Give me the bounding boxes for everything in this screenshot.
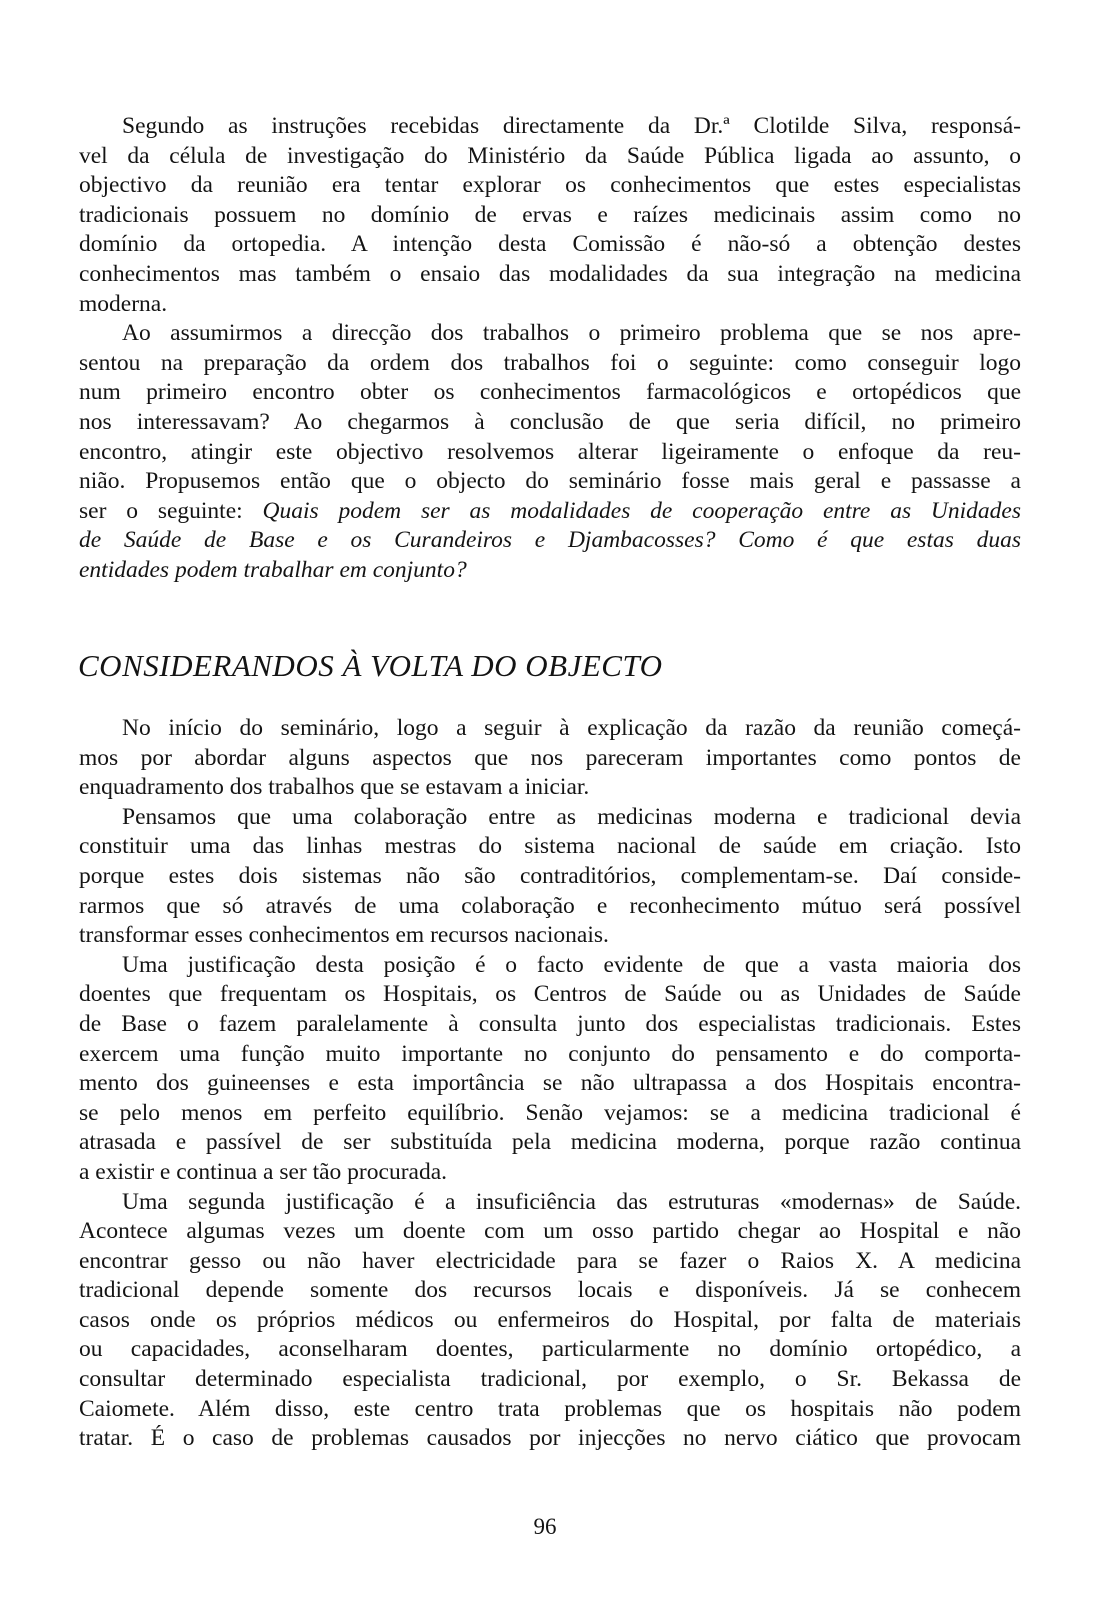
text-line: [79, 1069, 1021, 1099]
line-text: atrasada e passível de ser substituída pela medicina moderna, porque razão continua: [79, 1129, 1021, 1156]
line-text: porque estes dois sistemas não são contraditórios, complementam-se. Daí conside-: [79, 862, 1021, 889]
line-text: mento dos guineenses e esta importância se não ultrapassa a dos Hospitais encontra-: [79, 1070, 1021, 1097]
italic-text: Quais podem ser as modalidades de cooperação entre as Unidades: [262, 497, 1021, 524]
section-heading: CONSIDERANDOS À VOLTA DO OBJECTO: [78, 648, 663, 683]
text-line: [79, 230, 1021, 260]
italic-text: de Saúde de Base e os Curandeiros e Djambacosses? Como é que estas duas: [79, 527, 1021, 554]
paragraph: [79, 112, 1021, 319]
text-line: [79, 260, 1021, 290]
line-text: rarmos que só através de uma colaboração e reconhecimento mútuo será possível: [79, 892, 1021, 919]
line-text: encontro, atingir este objectivo resolvemos alterar ligeiramente o enfoque da reu-: [79, 438, 1021, 465]
text-line: [79, 1099, 1021, 1129]
line-text: mos por abordar alguns aspectos que nos pareceram importantes como pontos de: [79, 744, 1021, 771]
text-line: [79, 1365, 1021, 1395]
line-text: ou capacidades, aconselharam doentes, particularmente no domínio ortopédico, a: [79, 1336, 1021, 1363]
body-text-section-1: [79, 112, 1021, 586]
line-text: Uma justificação desta posição é o facto evidente de que a vasta maioria dos: [122, 951, 1021, 978]
text-line: [79, 832, 1021, 862]
text-line: [79, 556, 1021, 586]
paragraph: [79, 714, 1021, 803]
line-text: nos interessavam? Ao chegarmos à conclusão de que seria difícil, no primeiro: [79, 408, 1021, 435]
line-text: ser o seguinte:: [79, 497, 263, 524]
line-text: enquadramento dos trabalhos que se estavam a iniciar.: [79, 774, 590, 801]
text-line: [79, 319, 1021, 349]
text-line: [79, 290, 1021, 320]
text-line: [79, 526, 1021, 556]
line-text: consultar determinado especialista tradicional, por exemplo, o Sr. Bekassa de: [79, 1366, 1021, 1393]
line-text: objectivo da reunião era tentar explorar os conhecimentos que estes especialistas: [79, 172, 1021, 199]
line-text: No início do seminário, logo a seguir à explicação da razão da reunião começá-: [122, 715, 1021, 741]
italic-text: entidades podem trabalhar em conjunto?: [79, 556, 467, 583]
text-line: [79, 1395, 1021, 1425]
line-text: sentou na preparação da ordem dos trabalhos foi o seguinte: como conseguir logo: [79, 349, 1021, 376]
text-line: [79, 951, 1021, 981]
text-line: [79, 438, 1021, 468]
line-text: Acontece algumas vezes um doente com um osso partido chegar ao Hospital e não: [79, 1218, 1021, 1245]
text-line: [79, 201, 1021, 231]
line-text: Ao assumirmos a direcção dos trabalhos o primeiro problema que se nos apre-: [122, 320, 1021, 347]
paragraph: [79, 951, 1021, 1188]
paragraph: [79, 319, 1021, 585]
line-text: tratar. É o caso de problemas causados por injecções no nervo ciático que provocam: [79, 1425, 1021, 1452]
line-text: de Base o fazem paralelamente à consulta junto dos especialistas tradicionais. Estes: [79, 1010, 1021, 1037]
line-text: Uma segunda justificação é a insuficiência das estruturas «modernas» de Saúde.: [122, 1188, 1021, 1215]
text-line: [79, 1188, 1021, 1218]
text-line: [79, 862, 1021, 892]
text-line: [79, 349, 1021, 379]
text-line: [79, 1158, 1021, 1188]
page-number: 96: [533, 1514, 557, 1539]
line-text: constituir uma das linhas mestras do sistema nacional de saúde em criação. Isto: [79, 833, 1021, 860]
line-text: encontrar gesso ou não haver electricidade para se fazer o Raios X. A medicina: [79, 1247, 1021, 1274]
text-line: [79, 378, 1021, 408]
text-line: [79, 1424, 1021, 1454]
line-text: se pelo menos em perfeito equilíbrio. Senão vejamos: se a medicina tradicional é: [79, 1099, 1021, 1126]
text-line: [79, 1306, 1021, 1336]
line-text: tradicional depende somente dos recursos locais e disponíveis. Já se conhecem: [79, 1277, 1021, 1304]
text-line: [79, 892, 1021, 922]
text-line: [79, 142, 1021, 172]
line-text: vel da célula de investigação do Ministério da Saúde Pública ligada ao assunto, o: [79, 142, 1021, 169]
line-text: Caiomete. Além disso, este centro trata problemas que os hospitais não podem: [79, 1395, 1021, 1422]
line-text: transformar esses conhecimentos em recursos nacionais.: [79, 922, 609, 949]
text-line: [79, 467, 1021, 497]
paragraph: [79, 1188, 1021, 1454]
text-line: [79, 1040, 1021, 1070]
line-text: Segundo as instruções recebidas directamente da Dr.ª Clotilde Silva, responsá-: [122, 113, 1021, 139]
text-line: [79, 497, 1021, 527]
line-text: nião. Propusemos então que o objecto do seminário fosse mais geral e passasse a: [79, 468, 1021, 495]
line-text: num primeiro encontro obter os conhecimentos farmacológicos e ortopédicos que: [79, 379, 1021, 406]
text-line: [79, 773, 1021, 803]
line-text: conhecimentos mas também o ensaio das modalidades da sua integração na medicina: [79, 260, 1021, 287]
text-line: [79, 1335, 1021, 1365]
line-text: Pensamos que uma colaboração entre as medicinas moderna e tradicional devia: [122, 803, 1021, 830]
text-line: [79, 112, 1021, 142]
line-text: doentes que frequentam os Hospitais, os Centros de Saúde ou as Unidades de Saúde: [79, 981, 1021, 1008]
text-line: [79, 921, 1021, 951]
text-line: [79, 714, 1021, 744]
text-line: [79, 1128, 1021, 1158]
text-line: [79, 1276, 1021, 1306]
line-text: exercem uma função muito importante no conjunto do pensamento e do comporta-: [79, 1040, 1021, 1067]
line-text: a existir e continua a ser tão procurada.: [79, 1158, 448, 1185]
line-text: domínio da ortopedia. A intenção desta Comissão é não-só a obtenção destes: [79, 231, 1021, 258]
line-text: moderna.: [79, 290, 168, 317]
line-text: tradicionais possuem no domínio de ervas e raízes medicinais assim como no: [79, 201, 1021, 228]
line-text: casos onde os próprios médicos ou enfermeiros do Hospital, por falta de materiais: [79, 1306, 1021, 1333]
body-text-section-2: [79, 714, 1021, 1454]
text-line: [79, 1217, 1021, 1247]
text-line: [79, 803, 1021, 833]
text-line: [79, 980, 1021, 1010]
text-line: [79, 1010, 1021, 1040]
text-line: [79, 1247, 1021, 1277]
text-line: [79, 408, 1021, 438]
text-line: [79, 744, 1021, 774]
paragraph: [79, 803, 1021, 951]
text-line: [79, 171, 1021, 201]
